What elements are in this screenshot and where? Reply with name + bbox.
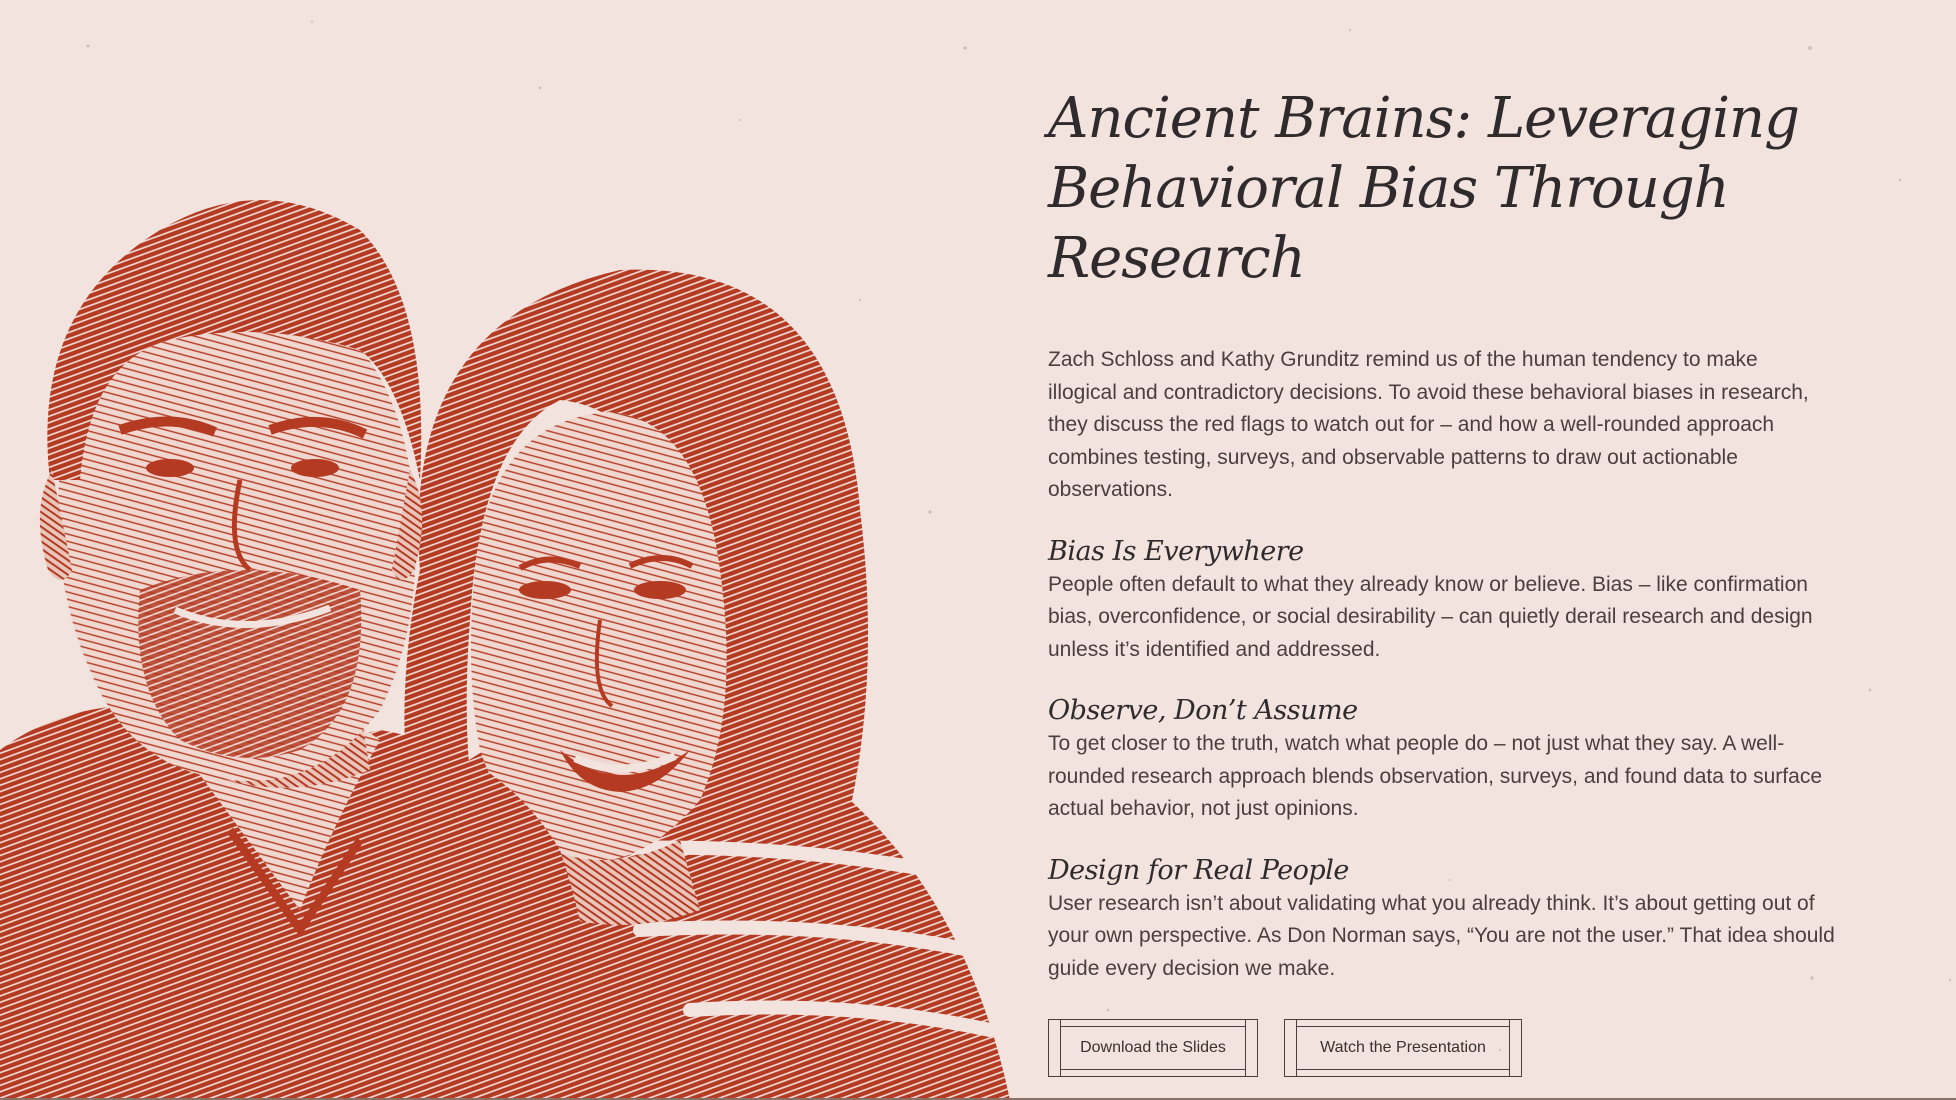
- section-observe-dont-assume: [1048, 694, 1848, 826]
- content-column: [1048, 84, 1848, 1077]
- section-heading: Observe, Don’t Assume: [1048, 695, 1358, 726]
- button-frame-bottom: [1061, 1069, 1245, 1070]
- section-body: To get closer to the truth, watch what people do – not just what they say. A well-rounded research approach blends observation, surveys, and found data to surface actual behavior, not just opinions.: [1048, 732, 1822, 820]
- intro-paragraph: Zach Schloss and Kathy Grunditz remind us of the human tendency to make illogical and contradictory decisions. To avoid these behavioral biases in research, they discuss the red flags to watch out for – and how a well-rounded approach combines testing, surveys, and observable patterns to draw out actionable observations.: [1048, 348, 1809, 501]
- section-design-for-real-people: [1048, 854, 1848, 986]
- section-bias-everywhere: [1048, 535, 1848, 667]
- section-heading: Design for Real People: [1048, 854, 1349, 886]
- download-slides-label: Download the Slides: [1080, 1039, 1226, 1056]
- section-body: People often default to what they already know or believe. Bias – like confirmation bias, overconfidence, or social desirability – can quietly derail research and design unless it’s identified and addressed.: [1048, 572, 1813, 661]
- download-slides-button[interactable]: [1048, 1019, 1258, 1077]
- button-frame-top: [1297, 1026, 1509, 1027]
- section-body: User research isn’t about validating what you already think. It’s about getting out of your own perspective. As Don Norman says, “You are not the user.” That idea should guide every decision we make.: [1048, 891, 1835, 980]
- page-title: [1048, 84, 1848, 294]
- title-line-1: Ancient Brains: Leveraging: [1048, 86, 1799, 151]
- speakers-portrait: [0, 150, 1010, 1100]
- action-buttons: [1048, 1019, 1848, 1077]
- title-line-2: Behavioral Bias Through Research: [1048, 156, 1729, 291]
- button-frame-top: [1061, 1026, 1245, 1027]
- section-heading: Bias Is Everywhere: [1048, 535, 1304, 567]
- button-frame-bottom: [1297, 1069, 1509, 1070]
- watch-presentation-label: Watch the Presentation: [1320, 1039, 1486, 1056]
- watch-presentation-button[interactable]: [1284, 1019, 1522, 1077]
